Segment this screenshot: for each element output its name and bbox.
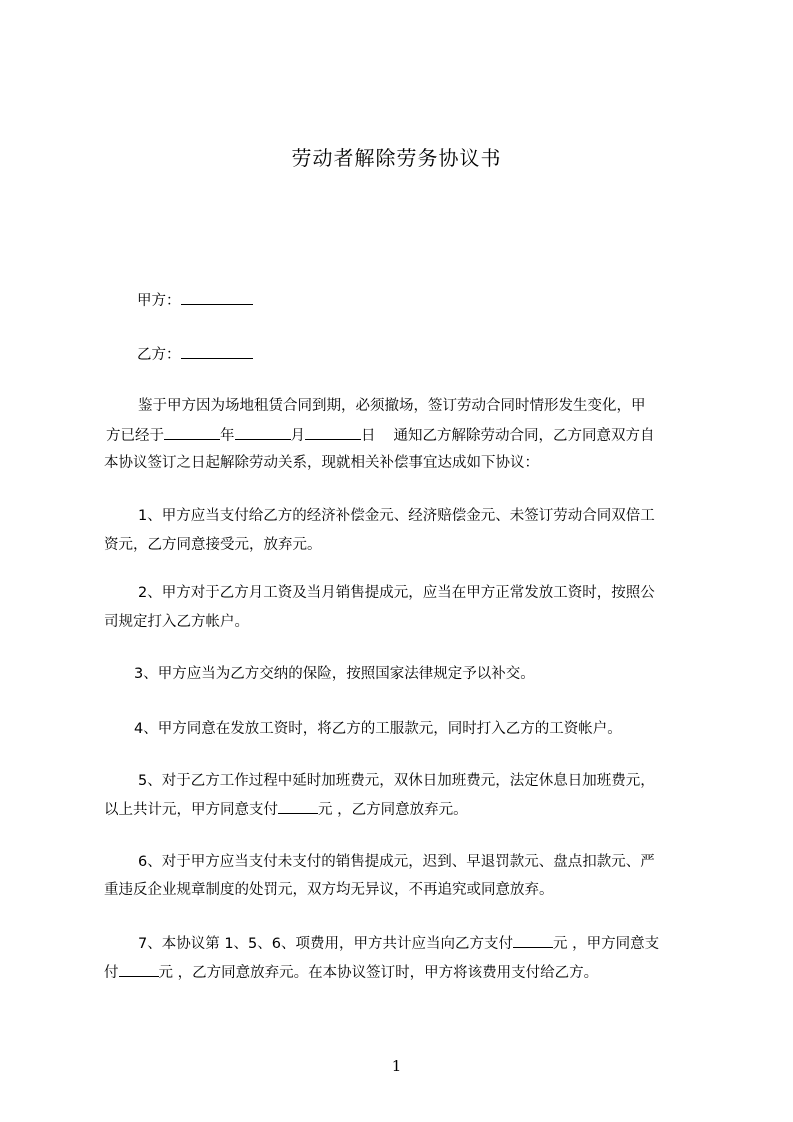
document-title: 劳动者解除劳务协议书 <box>291 146 502 170</box>
date-month-blank <box>235 425 291 440</box>
clause-5-amount-blank <box>278 799 318 814</box>
party-b-label: 乙方： <box>137 347 181 363</box>
clause-7-line-2: 付 元 ，乙方同意放弃元。在本协议签订时，甲方将该费用支付给乙方。 <box>104 962 598 983</box>
clause-7-line-1: 7、本协议第 1、5、6、项费用，甲方共计应当向乙方支付 元 ，甲方同意支 <box>138 933 659 954</box>
page-number: 1 <box>391 1057 402 1075</box>
clause-3-line-1: 3、甲方应当为乙方交纳的保险，按照国家法律规定予以补交。 <box>134 666 535 682</box>
party-a-blank <box>181 290 253 305</box>
party-b-line <box>137 344 253 365</box>
clause-2-line-1: 2、甲方对于乙方月工资及当月销售提成元，应当在甲方正常发放工资时，按照公 <box>138 585 655 601</box>
intro-line-3: 本协议签订之日起解除劳动关系，现就相关补偿事宜达成如下协议： <box>104 455 539 471</box>
party-a-line <box>137 290 253 311</box>
clause-7-total-blank <box>513 933 553 948</box>
intro-line-2: 方已经于 年 月 日 通知乙方解除劳动合同，乙方同意双方自 <box>106 425 655 446</box>
clause-6-line-2: 重违反企业规章制度的处罚元，双方均无异议，不再追究或同意放弃。 <box>104 882 554 898</box>
party-a-label: 甲方： <box>137 293 181 309</box>
clause-6-line-1: 6、对于甲方应当支付未支付的销售提成元，迟到、早退罚款元、盘点扣款元、严 <box>138 854 655 870</box>
clause-5-line-2: 以上共计元，甲方同意支付 元 ，乙方同意放弃元。 <box>104 799 468 820</box>
clause-1-line-2: 资元，乙方同意接受元，放弃元。 <box>104 537 322 553</box>
clause-5-line-1: 5、对于乙方工作过程中延时加班费元，双休日加班费元，法定休息日加班费元， <box>138 773 655 789</box>
date-day-blank <box>305 425 361 440</box>
date-year-blank <box>164 425 220 440</box>
clause-1-line-1: 1、甲方应当支付给乙方的经济补偿金元、经济赔偿金元、未签订劳动合同双倍工 <box>138 508 655 524</box>
clause-2-line-2: 司规定打入乙方帐户。 <box>104 614 249 630</box>
clause-4-line-1: 4、甲方同意在发放工资时，将乙方的工服款元，同时打入乙方的工资帐户。 <box>134 721 622 737</box>
intro-line-1: 鉴于甲方因为场地租赁合同到期，必须撤场，签订劳动合同时情形发生变化，甲 <box>138 398 646 414</box>
clause-7-pay-blank <box>119 962 159 977</box>
party-b-blank <box>181 344 253 359</box>
